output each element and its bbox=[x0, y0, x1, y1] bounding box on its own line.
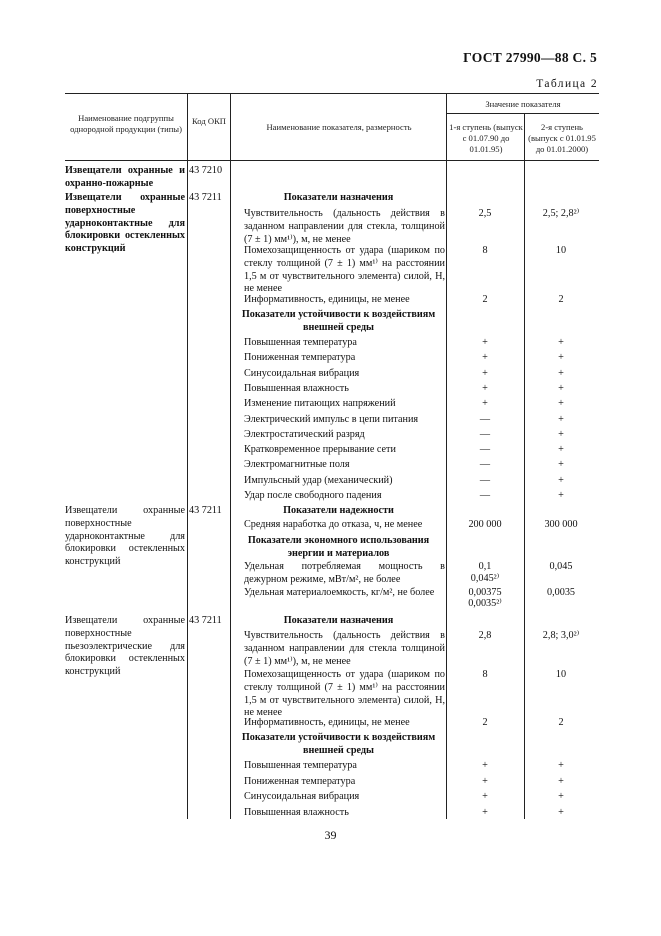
stage-2-value: + bbox=[558, 775, 564, 787]
stage-1-value: + bbox=[482, 760, 488, 771]
section-title: Показатели экономного использования энергии и материалов bbox=[247, 535, 430, 559]
stage-1-value: 0,1 bbox=[478, 561, 492, 572]
section-title: Показатели устойчивости к воздействиям внешней среды bbox=[241, 732, 436, 756]
stage-1-value-alt: 0,0035²⁾ bbox=[468, 598, 502, 609]
stage-1-value: — bbox=[479, 459, 491, 471]
indicator-label: Пониженная температура bbox=[244, 352, 356, 364]
stage-2-value: + bbox=[558, 413, 564, 425]
indicator-label: Удар после свободного падения bbox=[244, 490, 382, 501]
indicator-label: Помехозащищенность от удара (шариком по стеклу толщиной (7 ± 1) мм¹⁾ на расстоянии 1,5 м от чувствительного элемента) силой, Н, не менее bbox=[244, 245, 445, 295]
stage-1-value-alt: 0,045²⁾ bbox=[470, 573, 500, 584]
stage-1-value: + bbox=[482, 337, 488, 348]
stage-1-value: + bbox=[482, 382, 488, 394]
indicator-label: Пониженная температура bbox=[244, 775, 356, 787]
stage-2-value: 0,0035 bbox=[546, 587, 575, 598]
section-title: Показатели назначения bbox=[283, 615, 394, 626]
header-indicator-name: Наименование показателя, размерность bbox=[266, 122, 412, 132]
section-title: Показатели надежности bbox=[283, 505, 394, 516]
stage-1-value: + bbox=[482, 398, 488, 410]
stage-2-value: + bbox=[558, 428, 564, 440]
indicator-label: Средняя наработка до отказа, ч, не менее bbox=[244, 519, 423, 530]
stage-2-value: 2 bbox=[558, 717, 564, 728]
indicator-label: Кратковременное прерывание сети bbox=[244, 444, 396, 456]
stage-2-value: + bbox=[558, 444, 564, 456]
stage-2-value: 2 bbox=[558, 294, 564, 305]
stage-2-value: + bbox=[558, 459, 564, 471]
header-stage-1: 1-я ступень (выпуск с 01.07.90 до 01.01.95) bbox=[449, 122, 523, 154]
table-caption: Таблица 2 bbox=[536, 78, 598, 90]
indicator-label: Повышенная температура bbox=[244, 337, 357, 348]
header-bottom-rule bbox=[65, 160, 599, 161]
stage-1-value: 2 bbox=[482, 294, 488, 305]
indicator-label: Повышенная влажность bbox=[244, 806, 349, 818]
stage-2-value: + bbox=[558, 352, 564, 364]
table-top-rule bbox=[65, 93, 599, 94]
stage-1-value: 2 bbox=[482, 717, 488, 728]
indicator-label: Удельная потребляемая мощность в дежурном режиме, мВт/м², не более bbox=[244, 561, 445, 585]
stage-2-value: 2,8; 3,0²⁾ bbox=[542, 630, 580, 641]
group-name: Извещатели охранные поверхностные ударноконтактные для блокировки остекленных конструкций bbox=[65, 505, 185, 568]
stage-1-value: — bbox=[479, 444, 491, 456]
header-value-group: Значение показателя bbox=[485, 99, 561, 109]
stage-1-value: 8 bbox=[482, 245, 488, 256]
stage-2-value: + bbox=[558, 367, 564, 379]
stage-1-value: 2,8 bbox=[478, 630, 492, 641]
stage-2-value: 300 000 bbox=[544, 519, 578, 530]
indicator-label: Электромагнитные поля bbox=[244, 459, 350, 471]
stage-1-value: + bbox=[482, 352, 488, 364]
stage-2-value: + bbox=[558, 398, 564, 410]
stage-2-value: + bbox=[558, 490, 564, 501]
header-subgroup-name: Наименование подгруппы однородной продукции (типы) bbox=[70, 113, 182, 134]
indicator-label: Чувствительность (дальность действия в заданном направлении для стекла, толщиной (7 ± 1) мм¹⁾), м, не менее bbox=[244, 208, 445, 245]
stage-1-value: + bbox=[482, 791, 488, 802]
indicator-label: Повышенная влажность bbox=[244, 382, 349, 394]
column-rule-2 bbox=[230, 93, 231, 819]
okp-code: 43 7211 bbox=[189, 615, 222, 626]
indicator-label: Изменение питающих напряжений bbox=[244, 398, 396, 410]
stage-1-value: — bbox=[479, 413, 491, 425]
stage-2-value: + bbox=[558, 760, 564, 771]
stage-2-value: + bbox=[558, 474, 564, 486]
page-number: 39 bbox=[324, 828, 337, 842]
header-stage-2: 2-я ступень (выпуск с 01.01.95 до 01.01.2000) bbox=[528, 122, 596, 154]
stage-2-value: + bbox=[558, 337, 564, 348]
stage-1-value: 2,5 bbox=[478, 208, 492, 219]
stage-1-value: — bbox=[479, 474, 491, 486]
group-name: Извещатели охранные и охранно-пожарные bbox=[65, 165, 185, 189]
indicator-label: Синусоидальная вибрация bbox=[244, 791, 360, 802]
stage-1-value: + bbox=[482, 367, 488, 379]
indicator-label: Чувствительность (дальность действия в заданном направлении для стекла толщиной (7 ± 1) мм¹⁾), м, не менее bbox=[244, 630, 445, 667]
stage-2-value: 2,5; 2,8²⁾ bbox=[542, 208, 580, 219]
stage-2-value: 10 bbox=[555, 669, 567, 680]
header-okp-code: Код ОКП bbox=[191, 116, 227, 126]
indicator-label: Информативность, единицы, не менее bbox=[244, 294, 410, 305]
section-title: Показатели назначения bbox=[283, 192, 394, 203]
stage-2-value: + bbox=[558, 806, 564, 818]
group-name: Извещатели охранные поверхностные ударноконтактные для блокировки остекленных конструкций bbox=[65, 192, 185, 255]
stage-2-value: + bbox=[558, 382, 564, 394]
indicator-label: Импульсный удар (механический) bbox=[244, 474, 393, 486]
stage-1-value: 0,00375 bbox=[468, 587, 502, 598]
section-title: Показатели устойчивости к воздействиям внешней среды bbox=[241, 309, 436, 333]
stage-1-value: + bbox=[482, 806, 488, 818]
stage-1-value: — bbox=[479, 428, 491, 440]
stage-2-value: 0,045 bbox=[549, 561, 573, 572]
stage-1-value: — bbox=[479, 490, 491, 501]
stage-1-value: 8 bbox=[482, 669, 488, 680]
indicator-label: Помехозащищенность от удара (шариком по стеклу толщиной (7 ± 1) мм¹⁾ на расстоянии 1,5 м от чувствительного элемента) силой, Н, не менее bbox=[244, 669, 445, 719]
indicator-label: Электростатический разряд bbox=[244, 428, 365, 440]
header-group-rule bbox=[447, 113, 599, 114]
okp-code: 43 7211 bbox=[189, 505, 222, 516]
indicator-label: Повышенная температура bbox=[244, 760, 357, 771]
group-name: Извещатели охранные поверхностные пьезоэлектрические для блокировки остекленных конструкций bbox=[65, 615, 185, 678]
stage-2-value: + bbox=[558, 791, 564, 802]
okp-code: 43 7211 bbox=[189, 192, 222, 203]
okp-code: 43 7210 bbox=[189, 165, 223, 176]
stage-2-value: 10 bbox=[555, 245, 567, 256]
column-rule-1 bbox=[187, 93, 188, 819]
indicator-label: Удельная материалоемкость, кг/м², не более bbox=[244, 587, 435, 598]
document-header: ГОСТ 27990—88 С. 5 bbox=[463, 50, 597, 65]
indicator-label: Синусоидальная вибрация bbox=[244, 367, 360, 379]
stage-1-value: 200 000 bbox=[468, 519, 502, 530]
indicator-label: Электрический импульс в цепи питания bbox=[244, 413, 419, 425]
indicator-label: Информативность, единицы, не менее bbox=[244, 717, 410, 728]
stage-1-value: + bbox=[482, 775, 488, 787]
